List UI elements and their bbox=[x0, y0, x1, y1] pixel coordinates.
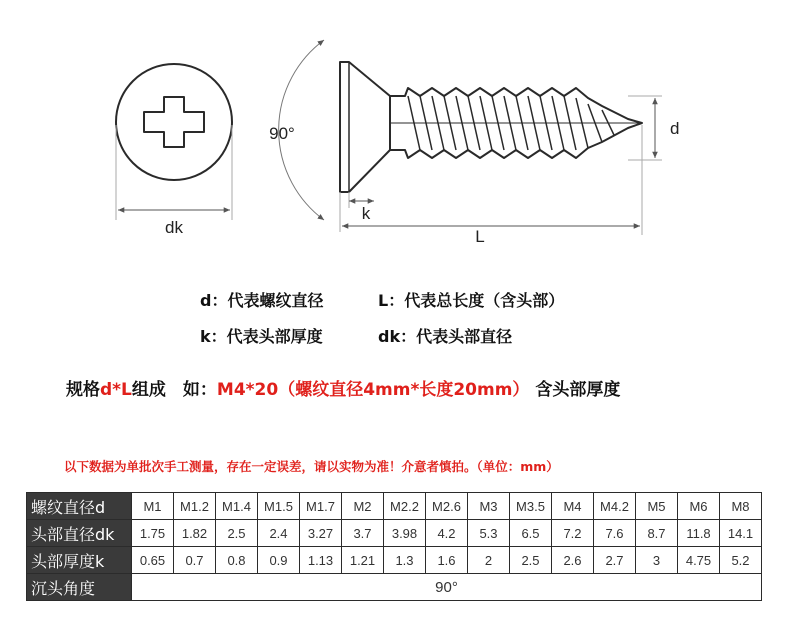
table-cell: 1.75 bbox=[132, 520, 174, 547]
table-cell: 2.7 bbox=[594, 547, 636, 574]
row-header: 头部厚度k bbox=[27, 547, 132, 574]
table-cell: 1.13 bbox=[300, 547, 342, 574]
screw-diagram bbox=[0, 0, 790, 270]
table-cell: M1.7 bbox=[300, 493, 342, 520]
table-cell: 3.27 bbox=[300, 520, 342, 547]
spec-table bbox=[26, 492, 762, 601]
table-cell: 0.7 bbox=[174, 547, 216, 574]
L-label: L bbox=[475, 227, 485, 246]
table-cell: 3.7 bbox=[342, 520, 384, 547]
dk-label: dk bbox=[165, 218, 183, 237]
table-cell: 7.6 bbox=[594, 520, 636, 547]
table-cell: M3 bbox=[468, 493, 510, 520]
table-cell: M2 bbox=[342, 493, 384, 520]
row-header: 头部直径dk bbox=[27, 520, 132, 547]
table-cell: M8 bbox=[720, 493, 762, 520]
table-cell: M5 bbox=[636, 493, 678, 520]
legend-k: k：代表头部厚度 bbox=[200, 327, 323, 346]
angle-label: 90° bbox=[269, 124, 295, 143]
example-formula: d*L bbox=[100, 380, 132, 400]
table-cell: 11.8 bbox=[678, 520, 720, 547]
example-tail: 含头部厚度 bbox=[535, 380, 621, 400]
table-cell: M1.5 bbox=[258, 493, 300, 520]
table-cell: 8.7 bbox=[636, 520, 678, 547]
table-cell: 7.2 bbox=[552, 520, 594, 547]
table-row-angle bbox=[27, 574, 762, 601]
table-cell: 5.3 bbox=[468, 520, 510, 547]
k-label: k bbox=[361, 204, 371, 223]
example-suffix: 组成 如： bbox=[131, 380, 217, 400]
table-cell: 3.98 bbox=[384, 520, 426, 547]
angle-dimension bbox=[269, 40, 324, 220]
table-cell: 2.5 bbox=[510, 547, 552, 574]
screw-head-top-view bbox=[116, 64, 232, 180]
table-cell: M1.4 bbox=[216, 493, 258, 520]
d-dimension bbox=[628, 96, 679, 160]
table-cell: M4 bbox=[552, 493, 594, 520]
table-row bbox=[27, 547, 762, 574]
table-cell: 1.3 bbox=[384, 547, 426, 574]
table-cell: 4.2 bbox=[426, 520, 468, 547]
row-header: 沉头角度 bbox=[27, 574, 132, 601]
table-cell: M2.2 bbox=[384, 493, 426, 520]
legend-L: L：代表总长度（含头部） bbox=[378, 291, 565, 310]
example-prefix: 规格 bbox=[66, 380, 100, 400]
table-cell: 0.65 bbox=[132, 547, 174, 574]
table-cell: M1.2 bbox=[174, 493, 216, 520]
d-label: d bbox=[670, 119, 680, 138]
table-cell: 5.2 bbox=[720, 547, 762, 574]
table-cell: 1.21 bbox=[342, 547, 384, 574]
screw-side-view bbox=[340, 62, 642, 192]
table-cell: M4.2 bbox=[594, 493, 636, 520]
measurement-note: 以下数据为单批次手工测量，存在一定误差，请以实物为准！介意者慎拍。（单位：mm） bbox=[64, 459, 559, 474]
table-row bbox=[27, 520, 762, 547]
spec-example bbox=[66, 375, 620, 400]
table-cell: 6.5 bbox=[510, 520, 552, 547]
table-cell: M1 bbox=[132, 493, 174, 520]
table-row bbox=[27, 493, 762, 520]
example-spec: M4*20（螺纹直径4mm*长度20mm） bbox=[216, 380, 530, 400]
table-cell: M3.5 bbox=[510, 493, 552, 520]
table-cell: 1.82 bbox=[174, 520, 216, 547]
table-cell: M2.6 bbox=[426, 493, 468, 520]
table-cell: 4.75 bbox=[678, 547, 720, 574]
table-cell: 2 bbox=[468, 547, 510, 574]
table-cell: 14.1 bbox=[720, 520, 762, 547]
table-cell: 2.5 bbox=[216, 520, 258, 547]
table-cell: 2.6 bbox=[552, 547, 594, 574]
table-cell: 0.8 bbox=[216, 547, 258, 574]
angle-value-cell: 90° bbox=[132, 574, 762, 601]
table-cell: 0.9 bbox=[258, 547, 300, 574]
table-cell: 1.6 bbox=[426, 547, 468, 574]
legend-d: d：代表螺纹直径 bbox=[200, 291, 324, 310]
row-header: 螺纹直径d bbox=[27, 493, 132, 520]
table-cell: 2.4 bbox=[258, 520, 300, 547]
legend-dk: dk：代表头部直径 bbox=[378, 327, 513, 346]
table-cell: M6 bbox=[678, 493, 720, 520]
table-cell: 3 bbox=[636, 547, 678, 574]
